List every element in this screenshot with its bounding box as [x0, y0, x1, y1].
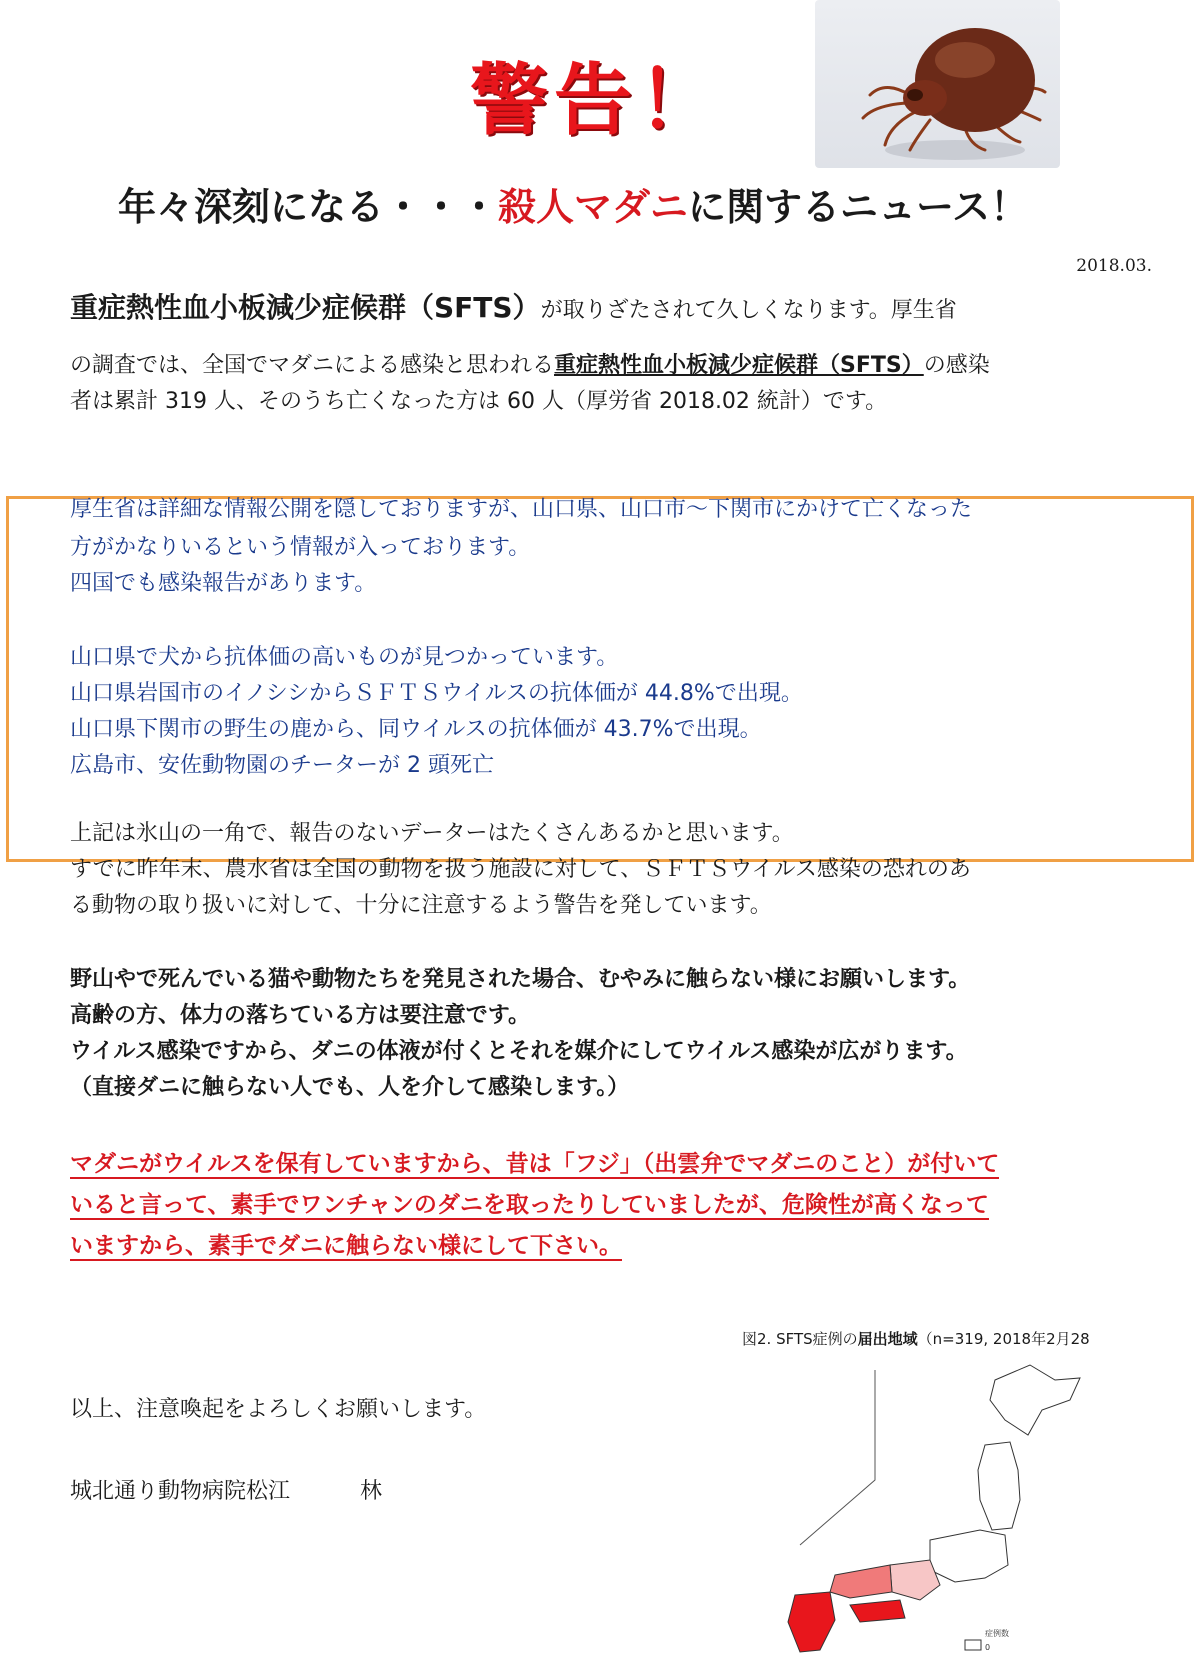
japan-sfts-map [780, 1360, 1110, 1670]
region-chugoku [830, 1565, 892, 1598]
map-inset-border [800, 1370, 875, 1545]
map-caption-bold: 届出地域 [857, 1330, 918, 1348]
intro-line-1-rest: が取りざたされて久しくなります。厚生省 [540, 298, 957, 323]
warning-title: 警告！ [470, 56, 723, 146]
body-line: る動物の取り扱いに対して、十分に注意するよう警告を発しています。 [70, 893, 772, 918]
intro-line-1 [70, 290, 957, 329]
red-notice-text: マダニがウイルスを保有していますから、昔は「フジ」（出雲弁でマダニのこと）が付いて [70, 1151, 1000, 1177]
caution-line: 高齢の方、体力の落ちている方は要注意です。 [70, 1003, 531, 1028]
caution-line: 野山やで死んでいる猫や動物たちを発見された場合、むやみに触らない様にお願いします。 [70, 967, 971, 992]
tick-icon [815, 0, 1060, 168]
intro-line-2-post: の感染 [923, 353, 990, 378]
caution-line: ウイルス感染ですから、ダニの体液が付くとそれを媒介にしてウイルス感染が広がります。 [70, 1039, 968, 1064]
info-box-line: 四国でも感染報告があります。 [70, 571, 377, 596]
sfts-heading: 重症熱性血小板減少症候群（SFTS） [70, 291, 541, 324]
subtitle-red: 殺人マダニ [498, 185, 689, 229]
legend-value: 0 [985, 1643, 991, 1652]
region-hokkaido [990, 1365, 1080, 1435]
map-caption-pre: 図2. SFTS症例の [742, 1330, 858, 1348]
red-notice-text: いますから、素手でダニに触らない様にして下さい。 [70, 1233, 622, 1259]
author-name: 林 [360, 1479, 383, 1504]
map-caption [742, 1328, 1090, 1349]
red-notice-line [70, 1226, 622, 1267]
subtitle [118, 185, 1029, 229]
region-tohoku [978, 1442, 1020, 1530]
closing-line: 以上、注意喚起をよろしくお願いします。 [70, 1397, 487, 1422]
region-kyushu [788, 1592, 835, 1652]
region-shikoku [850, 1600, 905, 1622]
intro-line-3: 者は累計 319 人、そのうち亡くなった方は 60 人（厚労省 2018.02 統計）です。 [70, 389, 888, 414]
region-kinki [890, 1560, 940, 1600]
document-date: 2018.03. [1076, 256, 1152, 276]
info-box-line: 広島市、安佐動物園のチーターが 2 頭死亡 [70, 753, 494, 778]
intro-line-2-pre: の調査では、全国でマダニによる感染と思われる [70, 353, 555, 378]
caution-line: （直接ダニに触らない人でも、人を介して感染します。） [70, 1075, 630, 1100]
intro-line-2 [70, 348, 990, 384]
signature [70, 1474, 382, 1510]
info-box-line: 山口県下関市の野生の鹿から、同ウイルスの抗体価が 43.7%で出現。 [70, 717, 762, 742]
info-box-line: 厚生省は詳細な情報公開を隠しておりますが、山口県、山口市～下関市にかけて亡くなった [70, 497, 973, 522]
region-kanto-chubu [930, 1530, 1008, 1582]
red-notice-line [70, 1144, 999, 1185]
map-caption-post: （n=319, 2018年2月28 [917, 1330, 1090, 1348]
clinic-name: 城北通り動物病院松江 [70, 1479, 291, 1504]
intro-line-2-underlined: 重症熱性血小板減少症候群（SFTS） [554, 353, 924, 378]
body-line: 上記は氷山の一角で、報告のないデーターはたくさんあるかと思います。 [70, 821, 794, 846]
body-line: すでに昨年末、農水省は全国の動物を扱う施設に対して、ＳＦＴＳウイルス感染の恐れのあ [70, 857, 971, 882]
tick-photo [815, 0, 1060, 168]
legend-title: 症例数 [985, 1629, 1009, 1638]
red-notice-line [70, 1185, 989, 1226]
info-box-line: 山口県岩国市のイノシシからＳＦＴＳウイルスの抗体価が 44.8%で出現。 [70, 681, 803, 706]
legend-swatch [965, 1640, 981, 1650]
info-box-line: 方がかなりいるという情報が入っております。 [70, 535, 531, 560]
red-notice-text: いると言って、素手でワンチャンのダニを取ったりしていましたが、危険性が高くなって [70, 1192, 989, 1218]
subtitle-suffix: に関するニュース！ [688, 185, 1029, 229]
subtitle-prefix: 年々深刻になる・・・ [118, 185, 499, 229]
info-box-line: 山口県で犬から抗体価の高いものが見つかっています。 [70, 645, 619, 670]
